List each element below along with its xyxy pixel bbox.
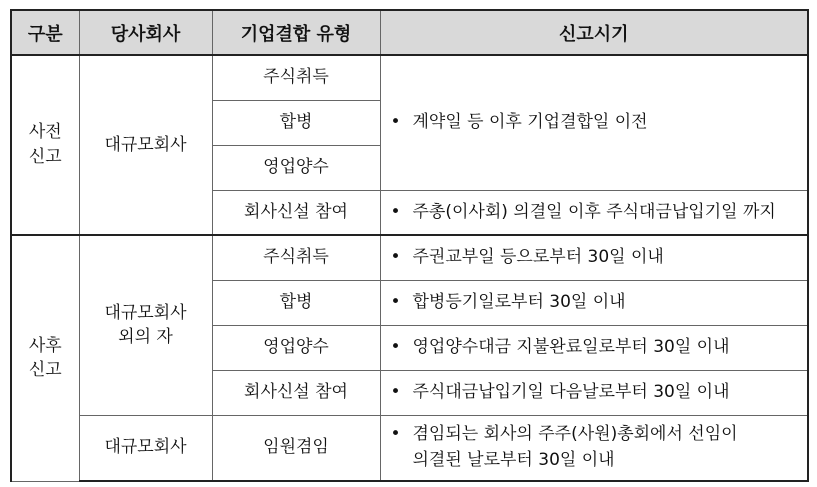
category-post-filing: 사후 신고 [11, 235, 79, 481]
company-large-officer: 대규모회사 [79, 415, 212, 481]
bullet-icon: • [390, 247, 401, 267]
type-merger: 합병 [212, 280, 380, 325]
company-other: 대규모회사 외의 자 [79, 235, 212, 415]
type-new-company: 회사신설 참여 [212, 370, 380, 415]
bullet-icon: • [390, 381, 401, 402]
type-merger: 합병 [212, 100, 380, 145]
table-row [11, 235, 808, 280]
header-company: 당사회사 [79, 10, 212, 55]
bullet-icon: • [390, 424, 401, 445]
bullet-icon: • [390, 336, 401, 357]
table-row [11, 415, 808, 481]
type-officer-interlock: 임원겸임 [212, 415, 380, 481]
timing-post-new-company: • 주식대금납입기일 다음날로부터 30일 이내 [380, 370, 808, 415]
timing-post-merger: • 합병등기일로부터 30일 이내 [380, 280, 808, 325]
timing-pre-merged: • 계약일 등 이후 기업결합일 이전 [380, 55, 808, 190]
table-row [11, 55, 808, 100]
type-business-transfer: 영업양수 [212, 145, 380, 190]
type-stock-acquisition: 주식취득 [212, 235, 380, 280]
timing-post-stock: • 주권교부일 등으로부터 30일 이내 [380, 235, 808, 280]
timing-post-officer: • 겸임되는 회사의 주주(사원)총회에서 선임이 의결된 날로부터 30일 이내 [380, 415, 808, 481]
bullet-icon: • [390, 112, 401, 132]
timing-pre-new-company: • 주총(이사회) 의결일 이후 주식대금납입기일 까지 [380, 190, 808, 235]
bullet-icon: • [390, 201, 401, 222]
header-filing-timing: 신고시기 [380, 10, 808, 55]
header-combination-type: 기업결합 유형 [212, 10, 380, 55]
type-new-company: 회사신설 참여 [212, 190, 380, 235]
header-category: 구분 [11, 10, 79, 55]
company-large: 대규모회사 [79, 55, 212, 235]
header-row [11, 10, 808, 55]
filing-timing-table [10, 9, 809, 482]
type-business-transfer: 영업양수 [212, 325, 380, 370]
timing-post-business-transfer: • 영업양수대금 지불완료일로부터 30일 이내 [380, 325, 808, 370]
type-stock-acquisition: 주식취득 [212, 55, 380, 100]
category-pre-filing: 사전 신고 [11, 55, 79, 235]
bullet-icon: • [390, 291, 401, 312]
